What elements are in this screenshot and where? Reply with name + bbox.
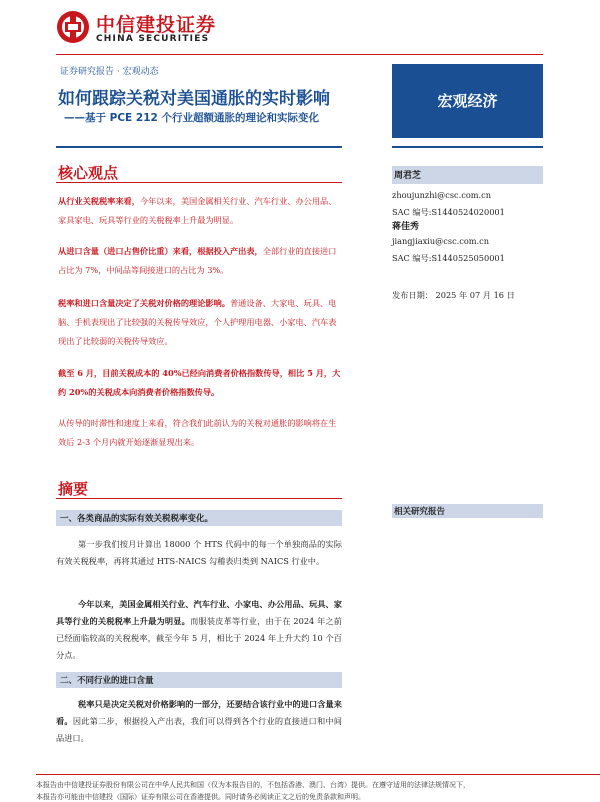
core-paragraph-1: 从行业关税税率来看，今年以来，美国金属相关行业、汽车行业、办公用品、家具家电、玩具等行业的关税税率上升最为明显。 — [58, 196, 337, 225]
abstract-subheading-1 — [56, 510, 342, 526]
footer-disclaimer-2: 本报告亦可能由中信建投（国际）证券有限公司在香港提供。同时请务必阅读正文之后的免责条款和声明。 — [36, 793, 365, 801]
core-paragraph-5: 从传导的时滞性和速度上来看，符合我们此前认为的关税对通胀的影响将在生效后 2-3 个月内就开始逐渐显现出来。 — [58, 418, 337, 447]
abstract-divider — [56, 498, 342, 499]
sector-badge — [392, 64, 543, 138]
right-column-divider — [392, 146, 543, 148]
logo-en-text: CHINA SECURITIES — [96, 34, 210, 44]
left-column-divider — [56, 146, 342, 148]
publish-date: 发布日期： 2025 年 07 月 16 日 — [392, 290, 515, 300]
core-paragraph-2: 从进口含量（进口占售价比重）来看，根据投入产出表，全部行业的直接进口占比为 7%，中间品等间接进口的占比为 3%。 — [58, 246, 337, 275]
analyst-2-sac: SAC 编号:S1440525050001 — [392, 253, 505, 263]
analyst-1-sac: SAC 编号:S1440524020001 — [392, 207, 505, 217]
core-views-divider — [56, 182, 342, 183]
report-subtitle: ——基于 PCE 212 个行业超额通胀的理论和实际变化 — [64, 112, 319, 124]
report-title: 如何跟踪关税对美国通胀的实时影响 — [58, 89, 330, 109]
subheading-2-label: 二、不同行业的进口含量 — [60, 676, 154, 686]
core-paragraph-3: 税率和进口含量决定了关税对价格的理论影响。普通设备、大家电、玩具、电脑、手机表现出了比较强的关税传导效应，个人护理用电器、小家电、汽车表现出了比较弱的关税传导效应。 — [58, 298, 337, 346]
subheading-1-label: 一、各类商品的实际有效关税税率变化。 — [60, 514, 214, 524]
logo-cn-text: 中信建投证券 — [96, 14, 217, 36]
core-paragraph-4: 截至 6 月，目前关税成本的 40%已经向消费者价格指数传导，相比 5 月，大约 20%的关税成本向消费者价格指数传导。 — [58, 368, 341, 397]
analyst-2-name: 蒋佳秀 — [392, 222, 420, 232]
abstract-subheading-2 — [56, 672, 342, 688]
analyst-1-email[interactable]: zhoujunzhi@csc.com.cn — [392, 190, 491, 200]
footer-divider — [36, 774, 600, 775]
abstract-title: 摘要 — [58, 480, 89, 498]
sector-label: 宏观经济 — [437, 92, 498, 110]
abstract-paragraph-2: 今年以来，美国金属相关行业、汽车行业、小家电、办公用品、玩具、家具等行业的关税税率上升最为明显。而服装皮革等行业，由于在 2024 年之前已经面临较高的关税税率，截至今年 5 月，相比于 2024 年上升大约 10 个百分点。 — [56, 599, 342, 660]
related-reports-bar — [392, 504, 543, 518]
company-logo — [56, 8, 266, 48]
header-divider — [56, 54, 543, 55]
analyst-2-email[interactable]: jiangjiaxiu@csc.com.cn — [392, 236, 490, 246]
related-reports-label: 相关研究报告 — [394, 507, 446, 517]
core-views-title: 核心观点 — [58, 164, 119, 182]
footer-disclaimer-1: 本报告由中信建投证券股份有限公司在中华人民共和国（仅为本报告目的，不包括香港、澳门、台湾）提供。在遵守适用的法律法规情况下， — [36, 781, 470, 789]
logo-emblem-icon — [56, 10, 90, 44]
abstract-paragraph-1: 第一步我们按月计算出 18000 个 HTS 代码中的每一个单独商品的实际有效关税税率，再将其通过 HTS-NAICS 勾稽表归类到 NAICS 行业中。 — [56, 539, 342, 566]
report-category: 证券研究报告 · 宏观动态 — [60, 67, 159, 77]
analyst-1-name: 周君芝 — [394, 171, 422, 181]
abstract-paragraph-3: 税率只是决定关税对价格影响的一部分，还要结合该行业中的进口含量来看。因此第二步，根据投入产出表，我们可以得到各个行业的直接进口和中间品进口。 — [56, 699, 342, 743]
analyst-name-bar — [392, 166, 543, 184]
